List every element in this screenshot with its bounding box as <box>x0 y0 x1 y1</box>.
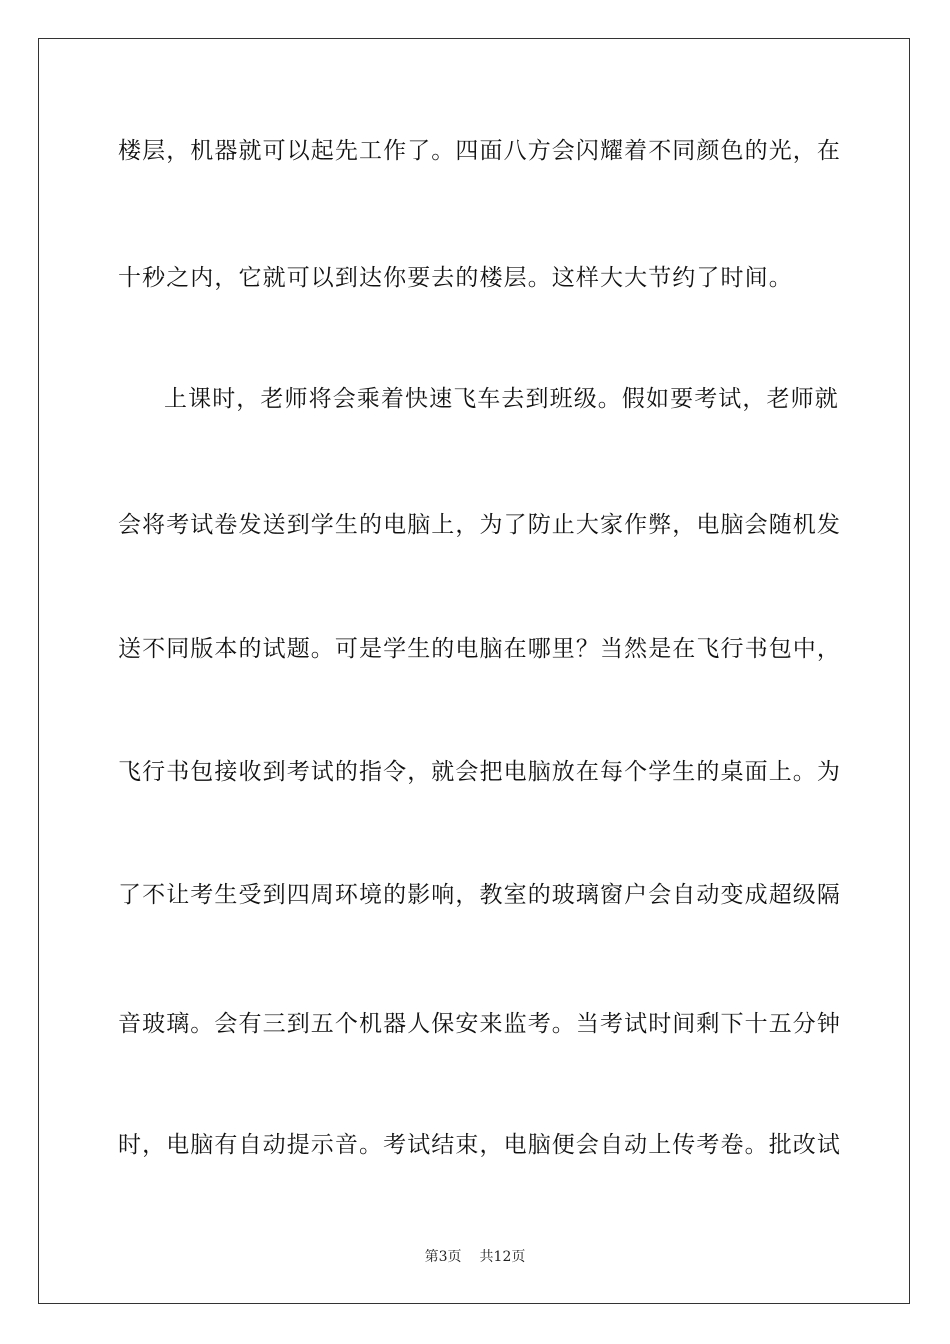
body-text-line: 会将考试卷发送到学生的电脑上，为了防止大家作弊，电脑会随机发 <box>118 512 841 538</box>
total-pages: 共12页 <box>479 1249 526 1265</box>
body-text-line: 了不让考生受到四周环境的影响，教室的玻璃窗户会自动变成超级隔 <box>118 882 841 908</box>
body-text-line: 音玻璃。会有三到五个机器人保安来监考。当考试时间剩下十五分钟 <box>118 1011 841 1037</box>
body-text-line: 飞行书包接收到考试的指令，就会把电脑放在每个学生的桌面上。为 <box>118 759 841 785</box>
paragraph-start-line: 上课时，老师将会乘着快速飞车去到班级。假如要考试，老师就 <box>164 386 839 412</box>
page-number: 第3页 <box>424 1249 462 1265</box>
body-text-line: 楼层，机器就可以起先工作了。四面八方会闪耀着不同颜色的光，在 <box>118 138 841 164</box>
body-text-line: 送不同版本的试题。可是学生的电脑在哪里？当然是在飞行书包中， <box>118 636 841 662</box>
body-text-line: 时，电脑有自动提示音。考试结束，电脑便会自动上传考卷。批改试 <box>118 1132 841 1158</box>
body-text-line: 十秒之内，它就可以到达你要去的楼层。这样大大节约了时间。 <box>118 265 793 291</box>
page-border <box>38 38 910 1304</box>
page-footer <box>0 1248 950 1266</box>
